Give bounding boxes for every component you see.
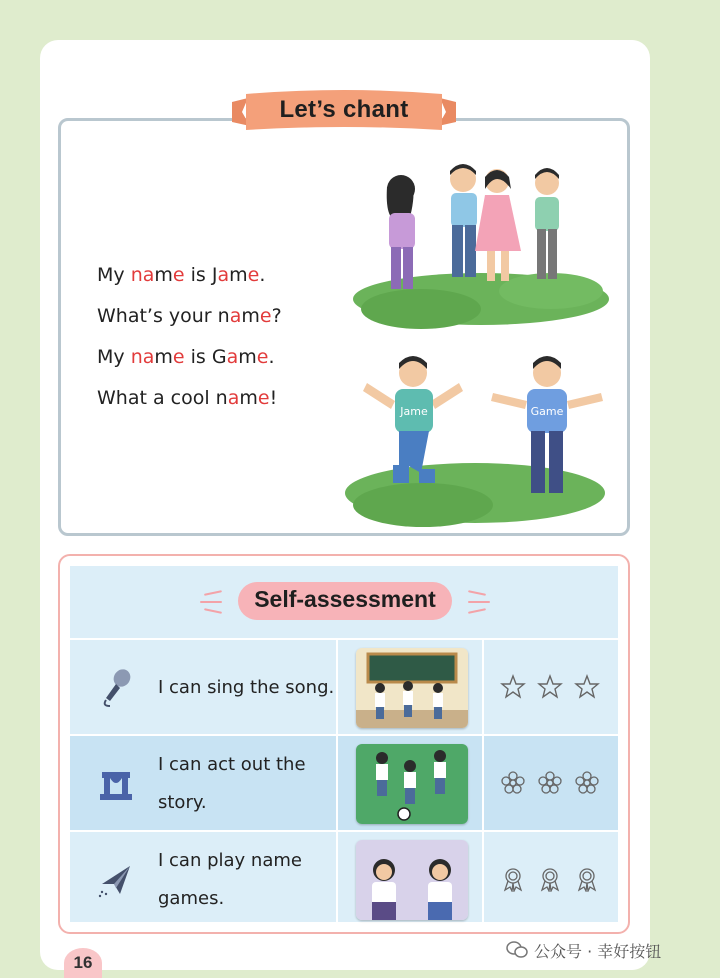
chant-text: m xyxy=(154,346,173,368)
self-assessment-box xyxy=(58,554,630,934)
chant-text: m xyxy=(241,305,260,327)
assessment-text: I can sing the song. xyxy=(158,677,335,698)
chant-line xyxy=(97,378,282,419)
chant-line xyxy=(97,337,282,378)
chant-text: is J xyxy=(184,264,218,286)
highlighted-letters: e xyxy=(172,346,185,368)
chant-text: . xyxy=(259,264,266,286)
decor-dash xyxy=(204,590,222,596)
chant-box xyxy=(58,118,630,536)
self-assessment-header xyxy=(70,566,618,638)
star-icon[interactable] xyxy=(537,674,563,700)
column-divider xyxy=(482,736,484,832)
chant-text: m xyxy=(238,346,257,368)
chant-text: m xyxy=(154,264,173,286)
chant-text: m xyxy=(239,387,258,409)
assessment-row-act xyxy=(70,734,618,830)
highlighted-letters: na xyxy=(130,346,155,368)
jame-and-game-illustration xyxy=(343,343,607,533)
star-icon[interactable] xyxy=(574,674,600,700)
self-assessment-title: Self-assessment xyxy=(254,586,436,612)
kids-playing-illustration xyxy=(351,159,613,335)
chant-text: My xyxy=(97,264,131,286)
chant-text: . xyxy=(268,346,275,368)
star-icon[interactable] xyxy=(500,674,526,700)
chant-text: What’s your n xyxy=(97,305,230,327)
highlighted-letters: a xyxy=(227,387,240,409)
chant-line xyxy=(97,296,282,337)
column-divider xyxy=(482,832,484,928)
flower-icon[interactable] xyxy=(537,770,563,796)
chant-banner xyxy=(228,90,460,136)
decor-dash xyxy=(468,590,486,596)
watermark-text: 公众号 · 幸好按钮 xyxy=(534,941,662,961)
decor-dash xyxy=(468,608,486,614)
flower-rating[interactable] xyxy=(500,770,610,800)
assessment-text: I can act out the story. xyxy=(158,754,306,813)
self-assessment-table xyxy=(70,566,618,922)
textbook-page xyxy=(40,40,650,970)
highlighted-letters: e xyxy=(247,264,260,286)
chant-line xyxy=(97,255,282,296)
medal-icon[interactable] xyxy=(537,866,563,892)
page-number: 16 xyxy=(64,948,102,978)
chant-text: ! xyxy=(269,387,278,409)
highlighted-letters: a xyxy=(229,305,242,327)
stage-icon xyxy=(98,764,134,804)
column-divider xyxy=(482,640,484,736)
medal-icon[interactable] xyxy=(500,866,526,892)
assessment-row-games xyxy=(70,830,618,926)
paper-plane-icon xyxy=(98,860,134,900)
flower-icon[interactable] xyxy=(574,770,600,796)
highlighted-letters: na xyxy=(130,264,155,286)
acting-story-picture xyxy=(356,744,468,824)
chant-text: ? xyxy=(271,305,282,327)
flower-icon[interactable] xyxy=(500,770,526,796)
game-shirt-label: Game xyxy=(530,405,564,418)
highlighted-letters: a xyxy=(217,264,230,286)
assessment-row-sing xyxy=(70,638,618,734)
highlighted-letters: e xyxy=(259,305,272,327)
medal-icon[interactable] xyxy=(574,866,600,892)
highlighted-letters: e xyxy=(172,264,185,286)
watermark xyxy=(506,936,661,964)
assessment-rows xyxy=(70,638,618,926)
highlighted-letters: a xyxy=(226,346,239,368)
name-games-picture xyxy=(356,840,468,920)
microphone-icon xyxy=(98,668,134,708)
singing-class-picture xyxy=(356,648,468,728)
highlighted-letters: e xyxy=(256,346,269,368)
decor-dash xyxy=(200,601,222,603)
wechat-icon xyxy=(506,941,528,959)
star-rating[interactable] xyxy=(500,674,610,704)
highlighted-letters: e xyxy=(257,387,270,409)
decor-dash xyxy=(204,608,222,614)
chant-text: My xyxy=(97,346,131,368)
chant-text: m xyxy=(229,264,248,286)
chant-text: is G xyxy=(184,346,227,368)
assessment-text: I can play name games. xyxy=(158,850,302,909)
jame-shirt-label: Jame xyxy=(400,405,428,418)
decor-dash xyxy=(468,601,490,603)
chant-lines xyxy=(97,255,282,419)
chant-text: What a cool n xyxy=(97,387,228,409)
chant-title: Let’s chant xyxy=(279,96,409,123)
medal-rating[interactable] xyxy=(500,866,610,896)
